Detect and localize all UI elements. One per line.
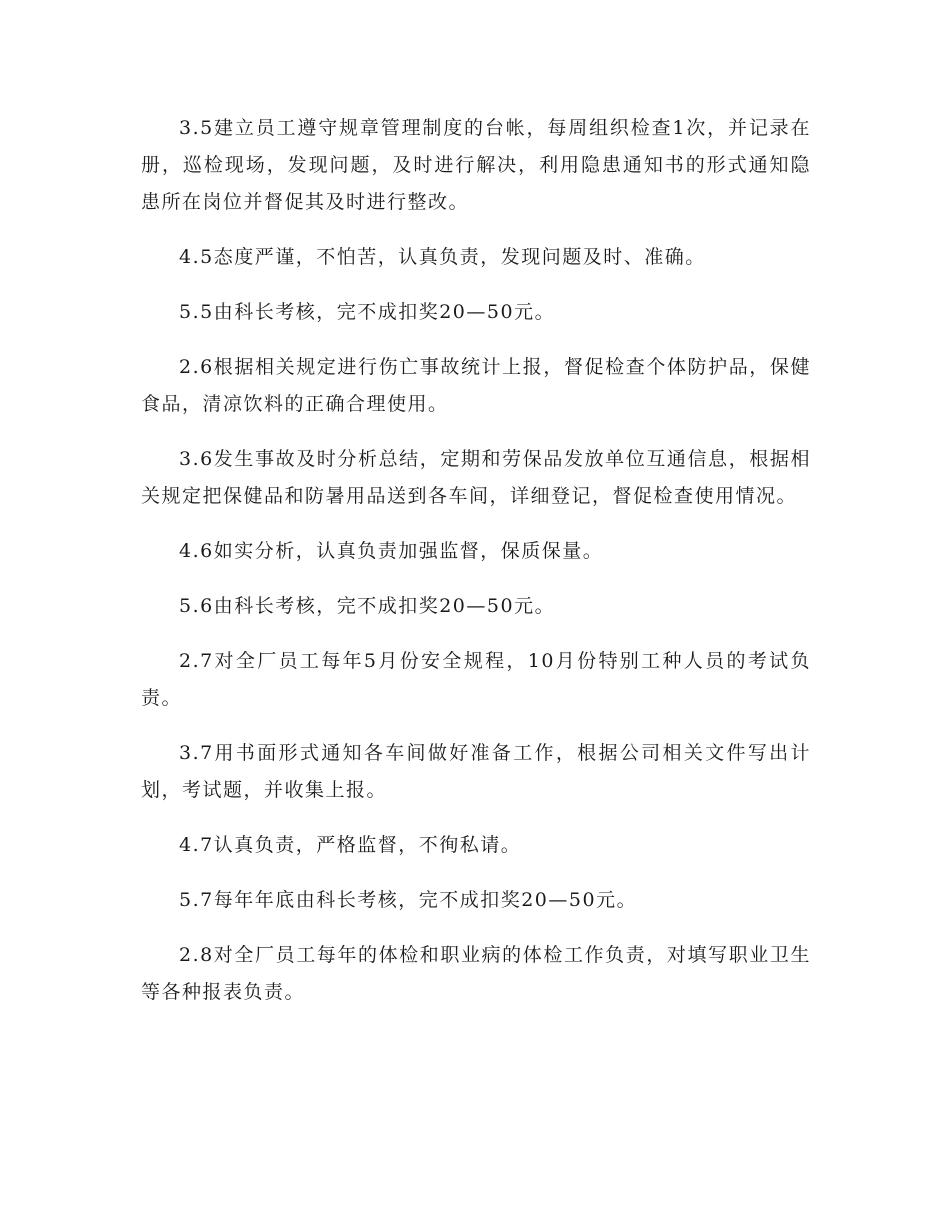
paragraph-4-7: 4.7认真负责，严格监督，不徇私请。: [179, 834, 522, 856]
document-body: [141, 110, 811, 1029]
paragraph-4-5: 4.5态度严谨，不怕苦，认真负责，发现问题及时、准确。: [179, 246, 706, 268]
paragraph-2-6: 2.6根据相关规定进行伤亡事故统计上报，督促检查个体防护品，保健食品，清凉饮料的正确合理使用。: [141, 356, 811, 415]
paragraph-3-5: 3.5建立员工遵守规章管理制度的台帐，每周组织检查1次，并记录在册，巡检现场，发现问题，及时进行解决，利用隐患通知书的形式通知隐患所在岗位并督促其及时进行整改。: [141, 117, 811, 213]
paragraph-2-7: 2.7对全厂员工每年5月份安全规程，10月份特别工种人员的考试负责。: [141, 650, 811, 709]
paragraph-5-7: 5.7每年年底由科长考核，完不成扣奖20—50元。: [179, 889, 638, 911]
paragraph-5-5: 5.5由科长考核，完不成扣奖20—50元。: [179, 301, 556, 323]
paragraph-3-7: 3.7用书面形式通知各车间做好准备工作，根据公司相关文件写出计划，考试题，并收集上报。: [141, 742, 811, 801]
paragraph-4-6: 4.6如实分析，认真负责加强监督，保质保量。: [179, 540, 604, 562]
paragraph-2-8: 2.8对全厂员工每年的体检和职业病的体检工作负责，对填写职业卫生等各种报表负责。: [141, 944, 811, 1003]
paragraph-3-6: 3.6发生事故及时分析总结，定期和劳保品发放单位互通信息，根据相关规定把保健品和防暑用品送到各车间，详细登记，督促检查使用情况。: [141, 448, 811, 507]
paragraph-5-6: 5.6由科长考核，完不成扣奖20—50元。: [179, 595, 556, 617]
